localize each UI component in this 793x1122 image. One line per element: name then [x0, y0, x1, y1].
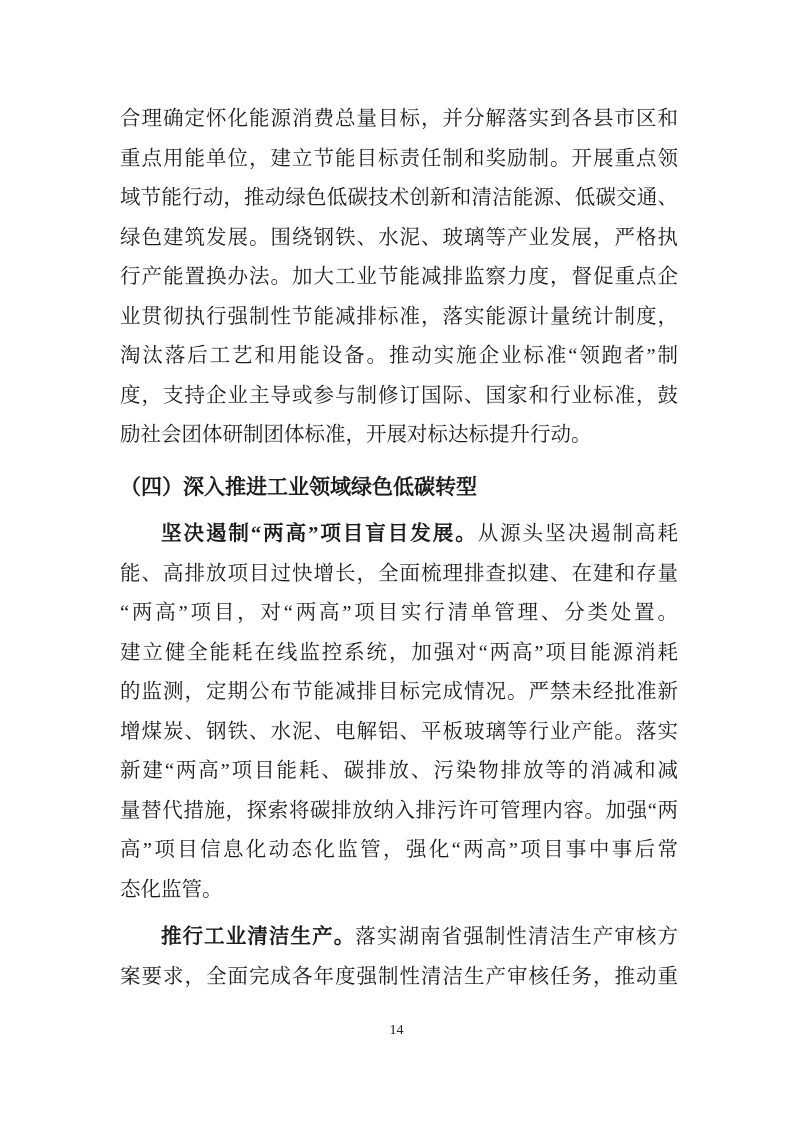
page-body [120, 100, 678, 997]
line-text: 落实湖南省强制性清洁生产审核方 [355, 926, 678, 948]
text-line: 案要求，全面完成各年度强制性清洁生产审核任务，推动重 [120, 965, 678, 988]
text-line: 新建“两高”项目能耗、碳排放、污染物排放等的消减和减 [120, 760, 678, 782]
page-number: 14 [389, 1023, 404, 1038]
text-line: 绿色建筑发展。围绕钢铁、水泥、玻璃等产业发展，严格执 [120, 226, 678, 249]
text-line: 合理确定怀化能源消费总量目标，并分解落实到各县市区和 [120, 108, 678, 130]
bold-lead: 推行工业清洁生产。 [161, 926, 356, 948]
text-line: 建立健全能耗在线监控系统，加强对“两高”项目能源消耗 [120, 641, 678, 664]
text-line: 增煤炭、钢铁、水泥、电解铝、平板玻璃等行业产能。落实 [120, 720, 678, 743]
section-heading: （四）深入推进工业领域绿色低碳转型 [120, 474, 477, 499]
line-text: 从源头坚决遏制高耗 [477, 523, 678, 545]
text-line: 域节能行动，推动绿色低碳技术创新和清洁能源、低碳交通、 [120, 187, 678, 209]
text-line: 重点用能单位，建立节能目标责任制和奖励制。开展重点领 [120, 147, 678, 170]
text-line: “两高”项目，对“两高”项目实行清单管理、分类处置。 [120, 602, 678, 624]
text-line: 行产能置换办法。加大工业节能减排监察力度，督促重点企 [120, 266, 678, 288]
text-line: 的监测，定期公布节能减排目标完成情况。严禁未经批准新 [120, 681, 678, 703]
text-line: 励社会团体研制团体标准，开展对标达标提升行动。 [120, 424, 592, 446]
text-line [120, 515, 678, 555]
text-line: 度，支持企业主导或参与制修订国际、国家和行业标准，鼓 [120, 384, 678, 407]
text-line: 态化监管。 [120, 878, 223, 901]
text-line: 能、高排放项目过快增长，全面梳理排查拟建、在建和存量 [120, 562, 678, 585]
bold-lead: 坚决遏制“两高”项目盲目发展。 [161, 523, 478, 545]
text-line [120, 918, 678, 958]
text-line: 量替代措施，探索将碳排放纳入排污许可管理内容。加强“两 [120, 799, 678, 822]
text-line: 淘汰落后工艺和用能设备。推动实施企业标准“领跑者”制 [120, 345, 678, 367]
text-line: 高”项目信息化动态化监管，强化“两高”项目事中事后常 [120, 839, 678, 861]
text-line: 业贯彻执行强制性节能减排标准，落实能源计量统计制度， [120, 305, 678, 328]
